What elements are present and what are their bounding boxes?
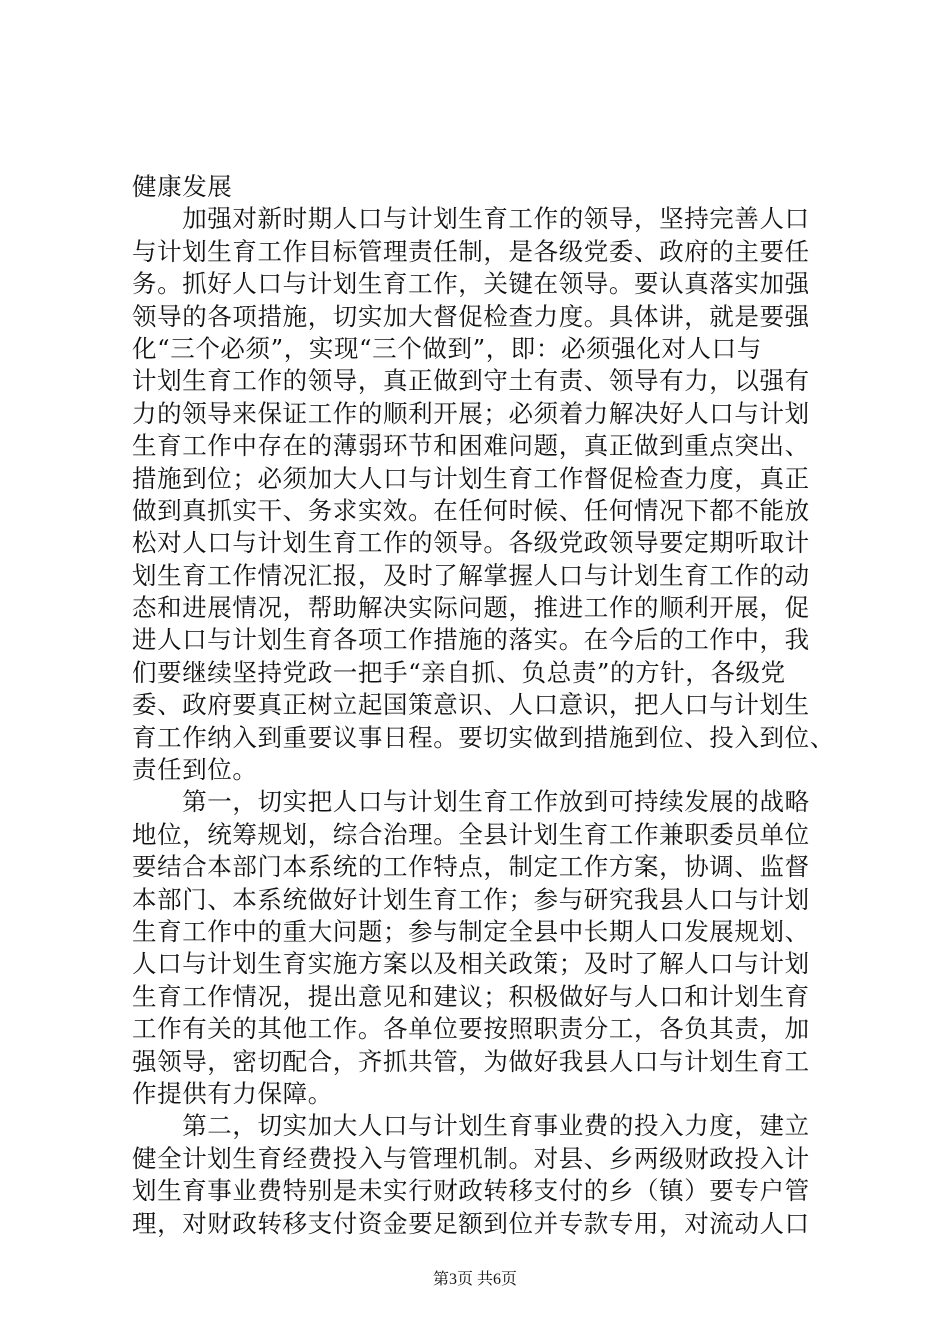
- text-line: 松对人口与计划生育工作的领导。各级党政领导要定期听取计: [132, 528, 810, 558]
- text-line: 态和进展情况，帮助解决实际问题，推进工作的顺利开展，促: [132, 593, 810, 623]
- text-line: 们要继续坚持党政一把手“亲自抓、负总责”的方针，各级党: [132, 657, 786, 687]
- text-line: 第二，切实加大人口与计划生育事业费的投入力度，建立: [132, 1111, 810, 1141]
- text-line: 生育工作中的重大问题；参与制定全县中长期人口发展规划、: [132, 916, 810, 946]
- text-line: 化“三个必须”，实现“三个做到”，即：必须强化对人口与: [132, 333, 762, 363]
- text-line: 计划生育工作的领导，真正做到守土有责、领导有力，以强有: [132, 366, 810, 396]
- text-line: 地位，统筹规划，综合治理。全县计划生育工作兼职委员单位: [132, 819, 810, 849]
- body-text: [132, 171, 835, 1240]
- text-line: 作提供有力保障。: [132, 1078, 333, 1108]
- text-line: 委、政府要真正树立起国策意识、人口意识，把人口与计划生: [132, 690, 810, 720]
- text-line: 理，对财政转移支付资金要足额到位并专款专用，对流动人口: [132, 1208, 810, 1238]
- text-line: 划生育工作情况汇报，及时了解掌握人口与计划生育工作的动: [132, 560, 810, 590]
- text-line: 措施到位；必须加大人口与计划生育工作督促检查力度，真正: [132, 463, 810, 493]
- text-line: 本部门、本系统做好计划生育工作；参与研究我县人口与计划: [132, 884, 810, 914]
- text-line: 领导的各项措施，切实加大督促检查力度。具体讲，就是要强: [132, 301, 810, 331]
- text-line: 划生育事业费特别是未实行财政转移支付的乡（镇）要专户管: [132, 1176, 810, 1206]
- text-line: 责任到位。: [132, 755, 258, 785]
- text-line: 育工作纳入到重要议事日程。要切实做到措施到位、投入到位、: [132, 722, 835, 752]
- text-line: 生育工作情况，提出意见和建议；积极做好与人口和计划生育: [132, 981, 810, 1011]
- text-line: 健康发展: [132, 172, 233, 201]
- text-line: 工作有关的其他工作。各单位要按照职责分工，各负其责，加: [132, 1014, 810, 1044]
- page-number-footer: 第3页 共6页: [432, 1271, 517, 1288]
- text-line: 务。抓好人口与计划生育工作，关键在领导。要认真落实加强: [132, 269, 810, 299]
- text-line: 第一，切实把人口与计划生育工作放到可持续发展的战略: [132, 787, 810, 817]
- text-line: 要结合本部门本系统的工作特点，制定工作方案，协调、监督: [132, 852, 810, 882]
- text-line: 力的领导来保证工作的顺利开展；必须着力解决好人口与计划: [132, 398, 810, 428]
- text-line: 人口与计划生育实施方案以及相关政策；及时了解人口与计划: [132, 949, 810, 979]
- text-line: 强领导，密切配合，齐抓共管，为做好我县人口与计划生育工: [132, 1046, 810, 1076]
- text-line: 健全计划生育经费投入与管理机制。对县、乡两级财政投入计: [132, 1143, 810, 1173]
- text-line: 加强对新时期人口与计划生育工作的领导，坚持完善人口: [132, 204, 810, 234]
- text-line: 进人口与计划生育各项工作措施的落实。在今后的工作中，我: [132, 625, 810, 655]
- text-line: 做到真抓实干、务求实效。在任何时候、任何情况下都不能放: [132, 495, 810, 525]
- text-line: 与计划生育工作目标管理责任制，是各级党委、政府的主要任: [132, 236, 810, 266]
- text-line: 生育工作中存在的薄弱环节和困难问题，真正做到重点突出、: [132, 431, 810, 461]
